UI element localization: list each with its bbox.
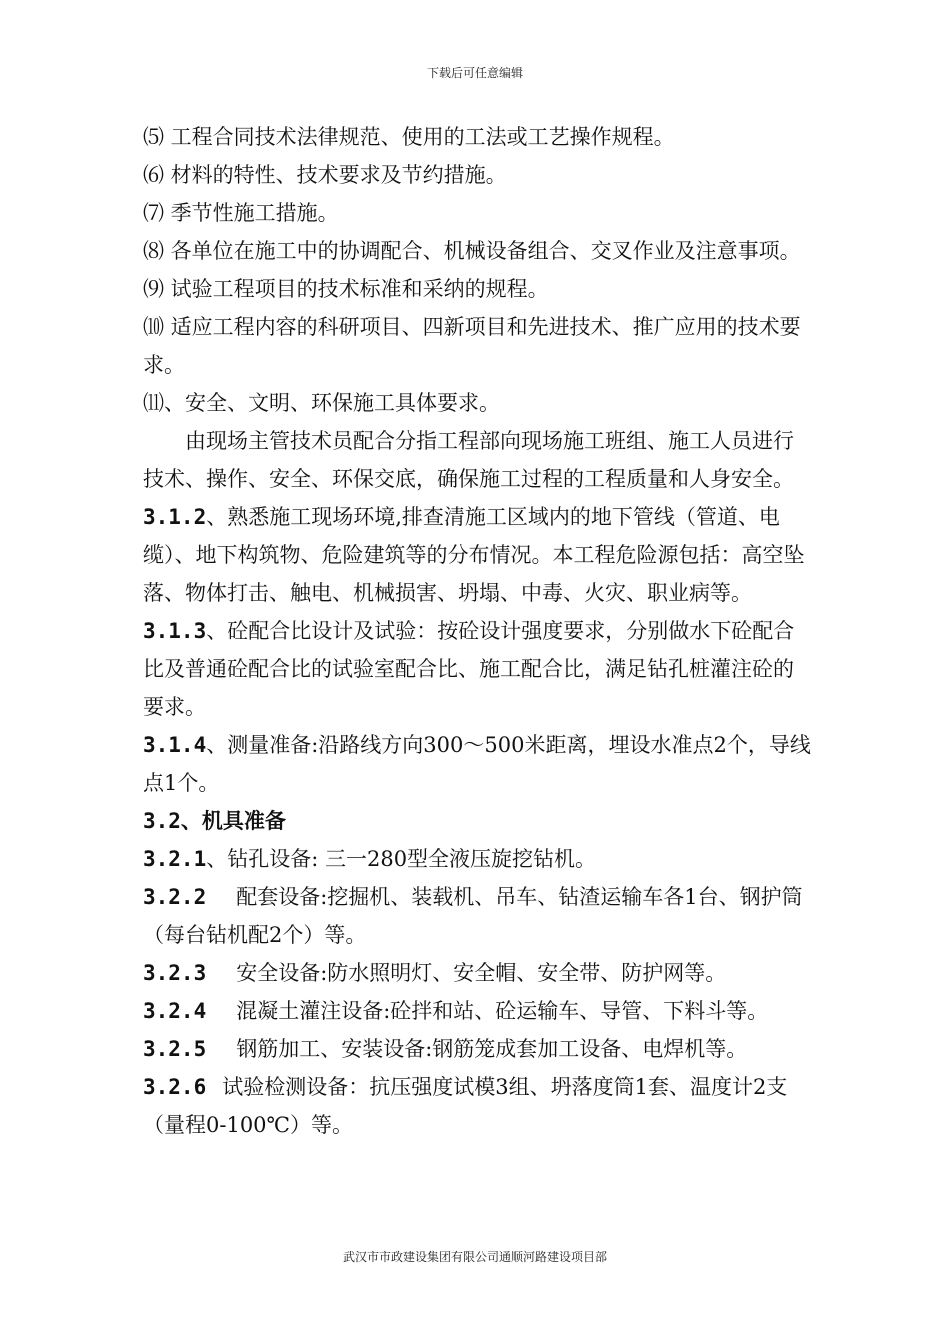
section-number: 3.1.3 — [143, 619, 207, 643]
sub-text: 钢筋加工、安装设备:钢筋笼成套加工设备、电焊机等。 — [236, 1037, 748, 1061]
sub-number: 3.2.1 — [143, 847, 207, 871]
page-header: 下载后可任意编辑 — [426, 66, 523, 80]
list-item — [143, 232, 813, 270]
sub-item — [143, 954, 813, 992]
item-text: 各单位在施工中的协调配合、机械设备组合、交叉作业及注意事项。 — [164, 239, 801, 263]
list-item — [143, 194, 813, 232]
section-item — [143, 612, 813, 726]
sub-text: 安全设备:防水照明灯、安全帽、安全带、防护网等。 — [236, 961, 727, 985]
item-marker: ⑽ — [143, 315, 164, 339]
item-marker: ⑾ — [143, 391, 164, 415]
sub-item — [143, 840, 813, 878]
item-text: 季节性施工措施。 — [164, 201, 339, 225]
item-marker: ⑼ — [143, 277, 164, 301]
section-number: 3.1.4 — [143, 733, 207, 757]
sub-item — [143, 1030, 813, 1068]
sub-text: 、钻孔设备: 三一280型全液压旋挖钻机。 — [206, 847, 597, 871]
sub-number: 3.2.6 — [143, 1075, 207, 1099]
page-footer: 武汉市市政建设集团有限公司通顺河路建设项目部 — [342, 1250, 607, 1264]
item-text: 、安全、文明、环保施工具体要求。 — [164, 391, 500, 415]
section-number: 3.1.2 — [143, 505, 207, 529]
sub-item — [143, 1068, 813, 1144]
sub-number: 3.2.3 — [143, 961, 207, 985]
sub-number: 3.2.4 — [143, 999, 207, 1023]
list-item — [143, 156, 813, 194]
section-text: 、砼配合比设计及试验：按砼设计强度要求，分别做水下砼配合比及普通砼配合比的试验室配合比、施工配合比，满足钻孔桩灌注砼的要求。 — [143, 619, 795, 719]
sub-text: 试验检测设备：抗压强度试模3组、坍落度筒1套、温度计2支（量程0-100℃）等。 — [143, 1075, 788, 1137]
document-body — [143, 118, 813, 1144]
item-text: 工程合同技术法律规范、使用的工法或工艺操作规程。 — [164, 125, 675, 149]
sub-number: 3.2.2 — [143, 885, 207, 909]
section-text: 、熟悉施工现场环境,排查清施工区域内的地下管线（管道、电缆）、地下构筑物、危险建筑等的分布情况。本工程危险源包括：高空坠落、物体打击、触电、机械损害、坍塌、中毒、火灾、职业病等。 — [143, 505, 805, 605]
item-marker: ⑻ — [143, 239, 164, 263]
body-paragraph: 由现场主管技术员配合分指工程部向现场施工班组、施工人员进行技术、操作、安全、环保交底，确保施工过程的工程质量和人身安全。 — [143, 429, 794, 491]
item-text: 适应工程内容的科研项目、四新项目和先进技术、推广应用的技术要求。 — [143, 315, 801, 377]
section-item — [143, 498, 813, 612]
sub-number: 3.2.5 — [143, 1037, 207, 1061]
section-heading: 3.2、机具准备 — [143, 809, 286, 833]
section-text: 、测量准备:沿路线方向300～500米距离，埋设水准点2个，导线点1个。 — [143, 733, 811, 795]
item-marker: ⑹ — [143, 163, 164, 187]
sub-text: 混凝土灌注设备:砼拌和站、砼运输车、导管、下料斗等。 — [236, 999, 769, 1023]
list-item — [143, 118, 813, 156]
section-item — [143, 726, 813, 802]
list-item — [143, 270, 813, 308]
sub-item — [143, 878, 813, 954]
sub-text: 配套设备:挖掘机、装载机、吊车、钻渣运输车各1台、钢护筒（每台钻机配2个）等。 — [143, 885, 803, 947]
item-marker: ⑸ — [143, 125, 164, 149]
item-text: 材料的特性、技术要求及节约措施。 — [164, 163, 507, 187]
item-marker: ⑺ — [143, 201, 164, 225]
item-text: 试验工程项目的技术标准和采纳的规程。 — [164, 277, 549, 301]
list-item — [143, 384, 813, 422]
list-item — [143, 308, 813, 384]
sub-item — [143, 992, 813, 1030]
